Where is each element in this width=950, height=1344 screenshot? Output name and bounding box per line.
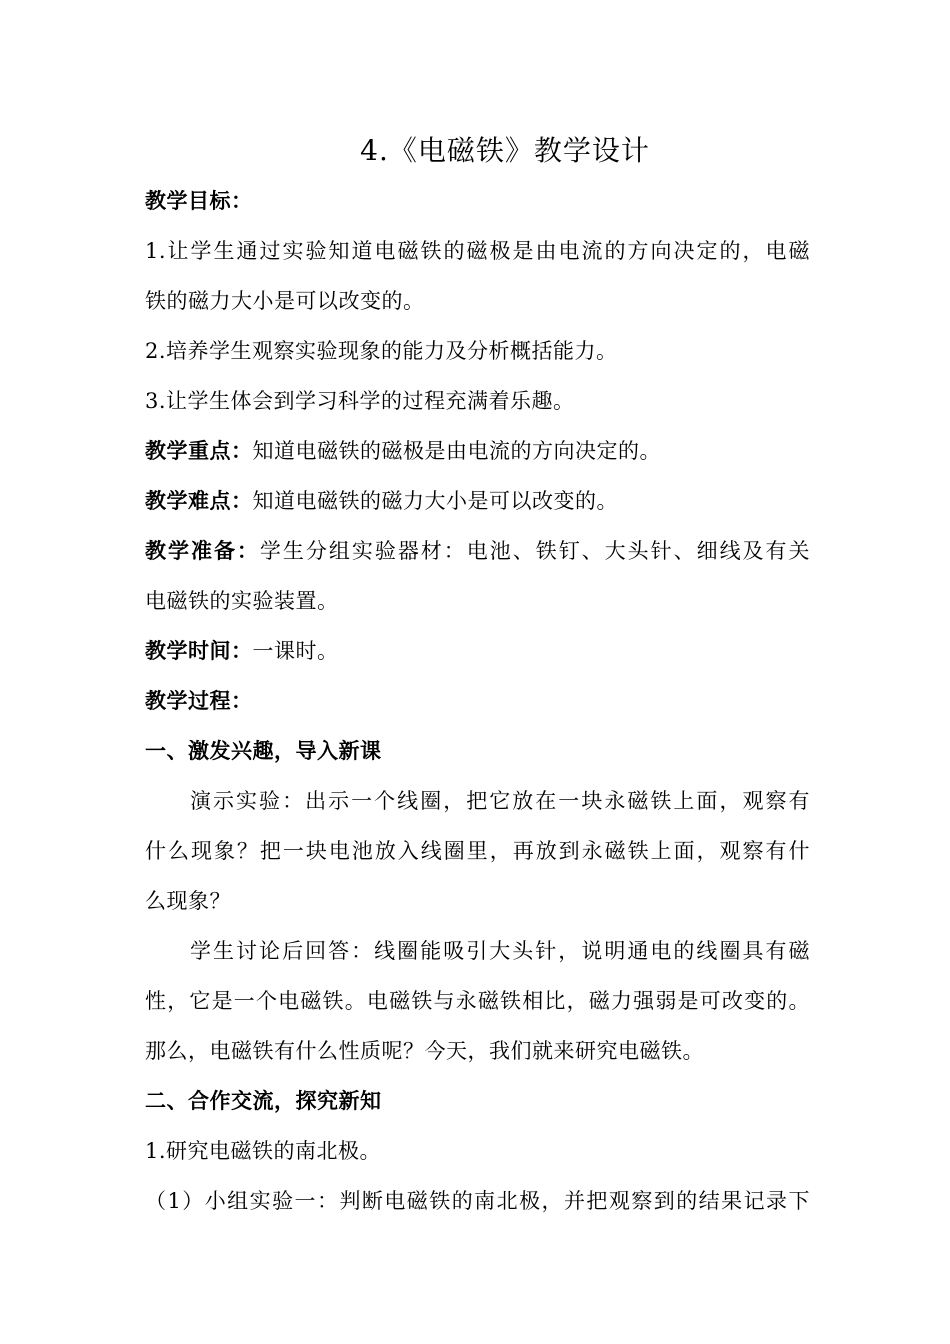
teaching-time (145, 636, 810, 666)
process-heading: 教学过程： (145, 688, 253, 713)
discussion-line-2: 性，它是一个电磁铁。电磁铁与永磁铁相比，磁力强弱是可改变的。 (145, 989, 810, 1013)
subsection-1: 1.研究电磁铁的南北极。 (145, 1139, 382, 1163)
demo-line-1: 演示实验：出示一个线圈，把它放在一块永磁铁上面，观察有 (190, 789, 810, 813)
goal-3: 3.让学生体会到学习科学的过程充满着乐趣。 (145, 389, 575, 413)
difficulty-text: 知道电磁铁的磁力大小是可以改变的。 (252, 489, 618, 513)
goal-1-line-1: 1.让学生通过实验知道电磁铁的磁极是由电流的方向决定的，电磁 (145, 239, 810, 263)
preparation-line-2: 电磁铁的实验装置。 (145, 589, 339, 613)
discussion-line-3: 那么，电磁铁有什么性质呢？今天，我们就来研究电磁铁。 (145, 1039, 704, 1063)
difficulty-label: 教学难点： (145, 488, 253, 513)
time-label: 教学时间： (145, 638, 253, 663)
key-point (145, 436, 810, 466)
discussion-line-1: 学生讨论后回答：线圈能吸引大头针，说明通电的线圈具有磁 (190, 939, 810, 963)
preparation-label: 教学准备： (145, 538, 260, 563)
section-2-heading: 二、合作交流，探究新知 (145, 1088, 382, 1113)
preparation-text: 学生分组实验器材：电池、铁钉、大头针、细线及有关 (259, 539, 811, 563)
difficulty-point (145, 486, 810, 516)
key-point-label: 教学重点： (145, 438, 253, 463)
goal-2: 2.培养学生观察实验现象的能力及分析概括能力。 (145, 339, 618, 363)
section-1-heading: 一、激发兴趣，导入新课 (145, 738, 382, 763)
key-point-text: 知道电磁铁的磁极是由电流的方向决定的。 (252, 439, 661, 463)
preparation (145, 536, 810, 566)
document-title: 4.《电磁铁》教学设计 (360, 134, 650, 167)
demo-line-3: 么现象？ (145, 889, 231, 913)
experiment-1: （1）小组实验一：判断电磁铁的南北极，并把观察到的结果记录下 (145, 1189, 810, 1213)
goals-heading: 教学目标： (145, 188, 253, 213)
demo-line-2: 什么现象？把一块电池放入线圈里，再放到永磁铁上面，观察有什 (145, 839, 810, 863)
time-text: 一课时。 (252, 639, 339, 663)
goal-1-line-2: 铁的磁力大小是可以改变的。 (145, 289, 425, 313)
